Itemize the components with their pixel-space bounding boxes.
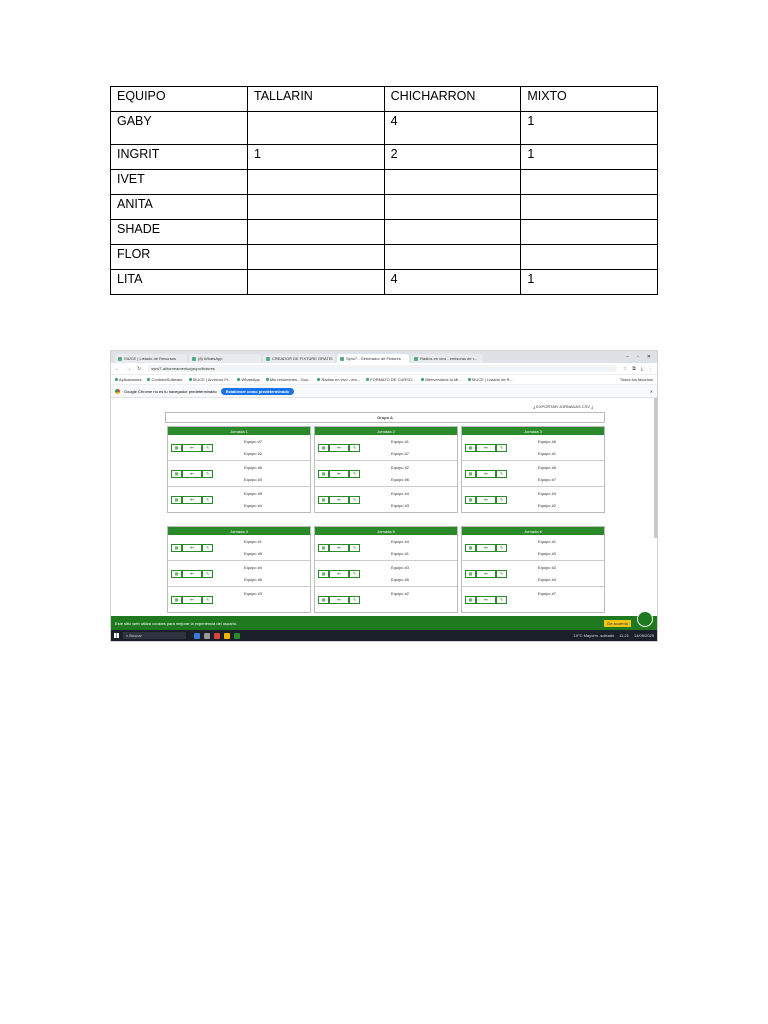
taskbar-search[interactable]: ⌕ Buscar [123, 632, 186, 639]
jornada-title: Jornada 2 [315, 427, 457, 435]
match-actions [465, 496, 507, 504]
match-row [315, 561, 457, 587]
table-row [111, 270, 658, 295]
browser-tab-bar [111, 351, 657, 363]
bookmark-icon [189, 378, 192, 381]
team-name: Equipo #5 [391, 577, 410, 582]
default-browser-notice [111, 385, 657, 398]
bookmark-item[interactable] [366, 377, 415, 382]
bookmark-item[interactable] [468, 377, 513, 382]
team-name: Equipo #3 [538, 491, 557, 496]
bookmark-item[interactable] [317, 377, 360, 382]
match-actions [171, 470, 213, 478]
file-explorer-icon[interactable] [194, 633, 200, 639]
app-icon[interactable] [234, 633, 240, 639]
back-icon[interactable]: ← [115, 365, 120, 372]
team-name: Equipo #5 [244, 551, 263, 556]
jornada-title: Jornada 6 [462, 527, 604, 535]
bookmark-label: SIUCE | Archivos Pr... [192, 377, 232, 382]
team-name: Equipo #3 [244, 477, 263, 482]
group-title: Grupo A [165, 412, 605, 423]
table-cell: 1 [521, 112, 658, 145]
bookmark-icon [421, 378, 424, 381]
bookmark-label: Bienvenido/a to Mi... [425, 377, 462, 382]
table-cell: ANITA [111, 195, 248, 220]
tab-label: (8) WhatsApp [198, 356, 223, 361]
team-name: Equipo #6 [391, 477, 410, 482]
location-icon[interactable]: ⌖▾ [476, 444, 496, 452]
team-name: Equipo #1 [391, 551, 410, 556]
team-name: Equipo #3 [391, 565, 410, 570]
browser-screenshot [110, 350, 658, 642]
table-cell: FLOR [111, 245, 248, 270]
location-icon[interactable]: ⌖▾ [476, 596, 496, 604]
team-name: Equipo #7 [538, 591, 557, 596]
bookmark-icon [147, 378, 150, 381]
team-name: Equipo #7 [538, 477, 557, 482]
edit-icon[interactable]: ✎ [202, 496, 213, 504]
tab-label: Sync7 - Generador de Fixtures [346, 356, 401, 361]
table-header-cell: TALLARIN [248, 87, 385, 112]
match-row [168, 535, 310, 561]
bookmark-item[interactable] [147, 377, 182, 382]
calendar-icon[interactable]: ▦ [465, 470, 476, 478]
match-row [315, 435, 457, 461]
tab-favicon-icon [192, 357, 196, 361]
location-icon[interactable]: ⌖▾ [476, 496, 496, 504]
jornada-card [461, 426, 605, 513]
table-cell [384, 245, 521, 270]
match-row [168, 561, 310, 587]
team-name: Equipo #4 [391, 539, 410, 544]
match-row [462, 587, 604, 612]
bookmark-item[interactable] [115, 377, 141, 382]
calendar-icon[interactable]: ▦ [171, 596, 182, 604]
folder-icon[interactable] [224, 633, 230, 639]
location-icon[interactable]: ⌖▾ [476, 570, 496, 578]
edit-icon[interactable]: ✎ [202, 470, 213, 478]
team-name: Equipo #1 [538, 539, 557, 544]
table-cell [521, 195, 658, 220]
edit-icon[interactable]: ✎ [496, 444, 507, 452]
table-cell [521, 220, 658, 245]
download-icon: ⤓ [533, 404, 536, 409]
accept-cookies-button[interactable]: De acuerdo [604, 620, 631, 627]
bookmark-item[interactable] [237, 377, 259, 382]
table-cell: GABY [111, 112, 248, 145]
match-row [168, 461, 310, 487]
match-row [462, 535, 604, 561]
match-actions [465, 444, 507, 452]
bookmark-item[interactable] [421, 377, 461, 382]
jornada-title: Jornada 3 [462, 427, 604, 435]
match-actions [171, 496, 213, 504]
start-icon[interactable] [114, 633, 119, 638]
edit-icon[interactable]: ✎ [496, 570, 507, 578]
bookmarks-bar [111, 375, 657, 385]
menu-icon[interactable]: ⋮ [648, 365, 653, 372]
edit-icon[interactable]: ✎ [202, 570, 213, 578]
table-cell: 4 [384, 270, 521, 295]
match-actions [171, 544, 213, 552]
edit-icon[interactable]: ✎ [349, 470, 360, 478]
match-actions [318, 444, 360, 452]
table-row [111, 195, 658, 220]
browser-tab[interactable] [411, 354, 483, 363]
table-cell [248, 245, 385, 270]
bookmark-icon [317, 378, 320, 381]
bookmark-icon [468, 378, 471, 381]
download-icon: ⤓ [591, 404, 593, 409]
match-row [462, 461, 604, 487]
chat-button[interactable] [637, 611, 653, 627]
weather-text: 19°C Mayorm. soleado [573, 633, 615, 638]
bookmark-label: Aplicaciones [119, 377, 142, 382]
tab-favicon-icon [118, 357, 122, 361]
calendar-icon[interactable]: ▦ [171, 470, 182, 478]
edit-icon[interactable]: ✎ [349, 570, 360, 578]
bookmark-label: FORMATO DE CURSO... [370, 377, 416, 382]
tab-label: CREADOR DE FIXTURE GRATIS [272, 356, 333, 361]
table-cell: 1 [521, 270, 658, 295]
forward-icon[interactable]: → [126, 365, 131, 372]
location-icon[interactable]: ⌖▾ [476, 470, 496, 478]
url-text: sync7.ai/torneamento/grupo/fixtures [151, 366, 215, 371]
table-cell: SHADE [111, 220, 248, 245]
match-actions [318, 496, 360, 504]
team-name: Equipo #2 [391, 465, 410, 470]
location-icon[interactable]: ⌖▾ [329, 544, 349, 552]
bookmark-item[interactable] [266, 377, 312, 382]
table-cell [248, 270, 385, 295]
team-name: Equipo #2 [538, 503, 557, 508]
team-name: Equipo #2 [391, 591, 410, 596]
team-name: Equipo #3 [391, 503, 410, 508]
table-cell: LITA [111, 270, 248, 295]
calendar-icon[interactable]: ▦ [171, 444, 182, 452]
table-cell [248, 170, 385, 195]
calendar-icon[interactable]: ▦ [171, 570, 182, 578]
location-icon[interactable]: ⌖▾ [182, 444, 202, 452]
edit-icon[interactable]: ✎ [496, 470, 507, 478]
data-table [110, 86, 658, 295]
match-actions [318, 596, 360, 604]
tab-label: SIUCE | Listado de Recursos [124, 356, 176, 361]
date-text: 14/05/2025 [633, 633, 654, 638]
calendar-icon[interactable]: ▦ [465, 496, 476, 504]
tab-favicon-icon [340, 357, 344, 361]
team-name: Equipo #5 [538, 465, 557, 470]
match-row [315, 461, 457, 487]
scrollbar[interactable] [654, 398, 657, 538]
bookmark-icon [115, 378, 118, 381]
team-name: Equipo #6 [244, 577, 263, 582]
bookmark-item[interactable] [189, 377, 232, 382]
jornada-card [167, 426, 311, 513]
close-notice-icon[interactable]: ✕ [649, 388, 653, 394]
location-icon[interactable]: ⌖▾ [329, 570, 349, 578]
match-row [462, 487, 604, 512]
calendar-icon[interactable]: ▦ [318, 596, 329, 604]
match-row [462, 561, 604, 587]
team-name: Equipo #6 [244, 465, 263, 470]
edit-icon[interactable]: ✎ [349, 544, 360, 552]
bookmark-label: WhatsApp [241, 377, 260, 382]
table-row [111, 145, 658, 170]
calendar-icon[interactable]: ▦ [171, 544, 182, 552]
location-icon[interactable]: ⌖▾ [182, 544, 202, 552]
match-row [168, 487, 310, 512]
location-icon[interactable]: ⌖▾ [182, 496, 202, 504]
team-name: Equipo #1 [391, 439, 410, 444]
notice-text: Google Chrome no es tu navegador predeterminado [124, 388, 217, 394]
table-header-cell: CHICHARRON [384, 87, 521, 112]
calendar-icon[interactable]: ▦ [318, 544, 329, 552]
table-cell [248, 112, 385, 145]
location-icon[interactable]: ⌖▾ [182, 470, 202, 478]
search-icon: ⌕ [126, 633, 130, 638]
table-row [111, 170, 658, 195]
tab-favicon-icon [414, 357, 418, 361]
calendar-icon[interactable]: ▦ [318, 470, 329, 478]
calendar-icon[interactable]: ▦ [318, 444, 329, 452]
table-header-cell: MIXTO [521, 87, 658, 112]
tab-favicon-icon [266, 357, 270, 361]
calendar-icon[interactable]: ▦ [318, 570, 329, 578]
table-cell [384, 195, 521, 220]
table-row [111, 245, 658, 270]
team-name: Equipo #5 [244, 491, 263, 496]
all-bookmarks-link[interactable]: Todos los favoritos [619, 377, 653, 382]
calendar-icon[interactable]: ▦ [465, 444, 476, 452]
match-actions [465, 544, 507, 552]
table-cell [384, 220, 521, 245]
jornada-card [314, 426, 458, 513]
edit-icon[interactable]: ✎ [496, 496, 507, 504]
maximize-icon[interactable]: ▫ [637, 354, 639, 360]
match-actions [318, 570, 360, 578]
time-text: 11:21 [619, 633, 629, 638]
download-icon[interactable]: ⤓ [640, 365, 643, 372]
export-csv-button[interactable]: ⤓ EXPORTAR JORNADAS CSV ⤓ [533, 404, 593, 409]
calendar-icon[interactable]: ▦ [465, 596, 476, 604]
location-icon[interactable]: ⌖▾ [329, 596, 349, 604]
bookmark-icon [366, 378, 369, 381]
bookmark-label: SIUCE | Listado de R... [471, 377, 513, 382]
bookmark-icon [266, 378, 269, 381]
match-actions [171, 444, 213, 452]
table-cell [384, 170, 521, 195]
team-name: Equipo #3 [538, 551, 557, 556]
minimize-icon[interactable]: – [626, 354, 630, 360]
bookmark-icon [237, 378, 240, 381]
team-name: Equipo #7 [391, 451, 410, 456]
reload-icon[interactable]: ↻ [137, 365, 142, 372]
edit-icon[interactable]: ✎ [496, 544, 507, 552]
bookmark-star-icon[interactable]: ☆ [622, 365, 628, 372]
team-name: Equipo #2 [244, 451, 263, 456]
team-name: Equipo #4 [538, 577, 557, 582]
table-header-row [111, 87, 658, 112]
url-input[interactable] [147, 365, 617, 372]
calendar-icon[interactable]: ▦ [318, 496, 329, 504]
calendar-icon[interactable]: ▦ [465, 570, 476, 578]
jornada-card [461, 526, 605, 613]
chrome-taskbar-icon[interactable] [214, 633, 220, 639]
location-icon[interactable]: ⌖▾ [329, 444, 349, 452]
extensions-icon[interactable]: ⧉ [632, 365, 636, 372]
jornada-title: Jornada 1 [168, 427, 310, 435]
table-cell [248, 220, 385, 245]
jornada-title: Jornada 5 [315, 527, 457, 535]
chrome-icon [115, 389, 120, 394]
table-cell [521, 245, 658, 270]
table-cell: 1 [521, 145, 658, 170]
edit-icon[interactable]: ✎ [202, 596, 213, 604]
bookmark-label: Mis resúmenes - Goo... [269, 377, 312, 382]
taskbar [111, 630, 657, 641]
jornada-card [314, 526, 458, 613]
match-actions [318, 470, 360, 478]
calendar-icon[interactable]: ▦ [465, 544, 476, 552]
match-row [315, 535, 457, 561]
team-name: Equipo #4 [244, 565, 263, 570]
table-row [111, 112, 658, 145]
calendar-icon[interactable]: ▦ [171, 496, 182, 504]
table-cell: 4 [384, 112, 521, 145]
team-name: Equipo #7 [244, 439, 263, 444]
browser-tab[interactable] [263, 354, 335, 363]
edit-icon[interactable]: ✎ [202, 544, 213, 552]
table-header-cell: EQUIPO [111, 87, 248, 112]
team-name: Equipo #1 [538, 451, 557, 456]
location-icon[interactable]: ⌖▾ [329, 496, 349, 504]
edit-icon[interactable]: ✎ [349, 496, 360, 504]
store-icon[interactable] [204, 633, 210, 639]
edit-icon[interactable]: ✎ [349, 596, 360, 604]
edit-icon[interactable]: ✎ [202, 444, 213, 452]
page-content [111, 398, 657, 602]
browser-tab[interactable] [115, 354, 187, 363]
table-cell: IVET [111, 170, 248, 195]
location-icon[interactable]: ⌖▾ [182, 570, 202, 578]
team-name: Equipo #6 [538, 439, 557, 444]
team-name: Equipo #1 [244, 539, 263, 544]
team-name: Equipo #3 [244, 591, 263, 596]
table-cell [521, 170, 658, 195]
edit-icon[interactable]: ✎ [349, 444, 360, 452]
match-actions [465, 570, 507, 578]
location-icon[interactable]: ⌖▾ [476, 544, 496, 552]
location-icon[interactable]: ⌖▾ [329, 470, 349, 478]
match-row [168, 435, 310, 461]
address-bar-row [111, 363, 657, 375]
team-name: Equipo #4 [244, 503, 263, 508]
browser-tab[interactable] [189, 354, 261, 363]
match-row [462, 435, 604, 461]
table-row [111, 220, 658, 245]
team-name: Equipo #2 [538, 565, 557, 570]
tab-label: Radios en vivo - emisoras de r... [420, 356, 478, 361]
table-cell [248, 195, 385, 220]
set-default-button[interactable]: Establecer como predeterminado [221, 388, 294, 395]
close-icon[interactable]: ✕ [646, 354, 651, 360]
match-actions [171, 570, 213, 578]
jornada-card [167, 526, 311, 613]
cookie-banner [111, 616, 657, 630]
table-cell: 1 [248, 145, 385, 170]
match-actions [318, 544, 360, 552]
window-controls [626, 354, 657, 360]
table-cell: 2 [384, 145, 521, 170]
match-row [168, 587, 310, 612]
cookie-text: Este sitio web utiliza cookies para mejorar la experiencia del usuario. [115, 620, 238, 626]
match-actions [171, 596, 213, 604]
edit-icon[interactable]: ✎ [496, 596, 507, 604]
team-name: Equipo #4 [391, 491, 410, 496]
bookmark-label: Radios en vivo - em... [321, 377, 361, 382]
match-actions [465, 470, 507, 478]
match-row [315, 587, 457, 612]
jornada-title: Jornada 4 [168, 527, 310, 535]
location-icon[interactable]: ⌖▾ [182, 596, 202, 604]
bookmark-label: ContratoSoftware [151, 377, 183, 382]
table-cell: INGRIT [111, 145, 248, 170]
match-row [315, 487, 457, 512]
match-actions [465, 596, 507, 604]
browser-tab[interactable] [337, 354, 409, 363]
